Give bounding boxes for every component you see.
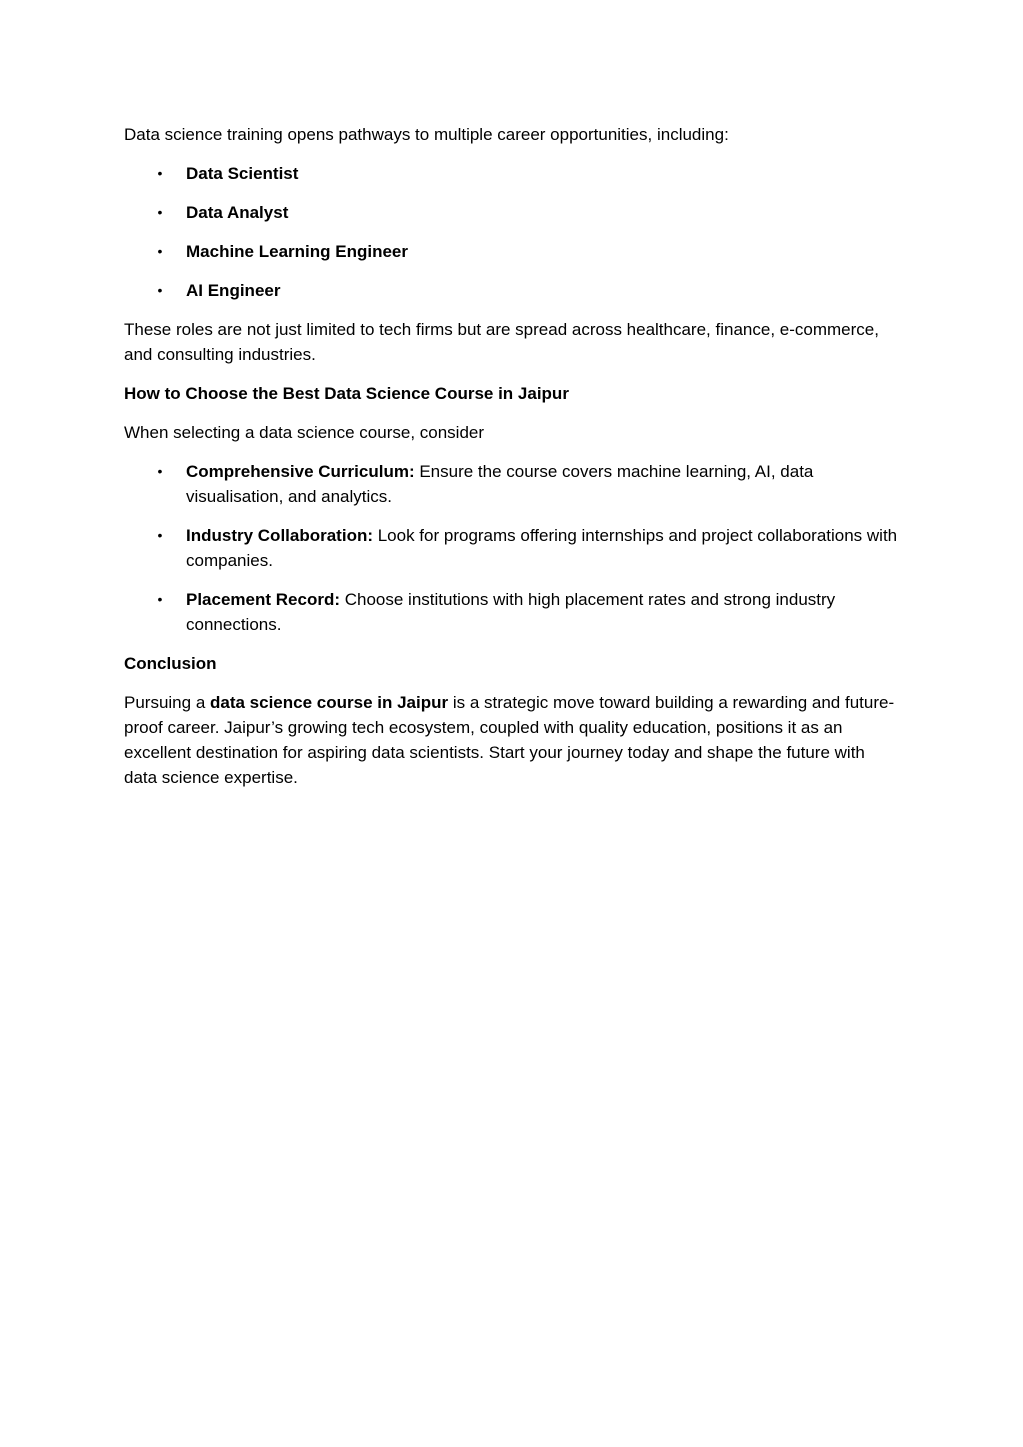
criteria-label: Placement Record: bbox=[186, 590, 340, 609]
bullet-icon: • bbox=[157, 282, 163, 298]
roles-note-paragraph: These roles are not just limited to tech firms but are spread across healthcare, finance, e-commerce, and consulting industries. bbox=[124, 320, 879, 364]
criteria-list bbox=[124, 459, 899, 637]
bullet-icon: • bbox=[157, 463, 163, 479]
conclusion-highlight: data science course in Jaipur bbox=[210, 693, 449, 712]
list-item bbox=[124, 200, 899, 225]
document-body bbox=[124, 122, 899, 804]
list-item bbox=[124, 587, 899, 637]
bullet-icon: • bbox=[157, 527, 163, 543]
career-role: AI Engineer bbox=[186, 281, 281, 300]
intro-paragraph: Data science training opens pathways to multiple career opportunities, including: bbox=[124, 125, 729, 144]
conclusion-suffix: is a strategic move toward building a rewarding and future-proof career. Jaipur’s growing tech ecosystem, coupled with quality education, positions it as an excellent destination for aspiring data scientists. Start your journey today and shape the future with data science expertise. bbox=[124, 693, 895, 787]
career-role: Data Scientist bbox=[186, 164, 299, 183]
bullet-icon: • bbox=[157, 243, 163, 259]
criteria-label: Comprehensive Curriculum: bbox=[186, 462, 415, 481]
bullet-icon: • bbox=[157, 204, 163, 220]
criteria-label: Industry Collaboration: bbox=[186, 526, 373, 545]
list-item bbox=[124, 278, 899, 303]
list-item bbox=[124, 459, 899, 509]
conclusion-paragraph bbox=[124, 690, 899, 790]
choose-intro-paragraph: When selecting a data science course, consider bbox=[124, 423, 485, 442]
choose-course-heading: How to Choose the Best Data Science Course in Jaipur bbox=[124, 384, 569, 403]
list-item bbox=[124, 161, 899, 186]
criteria-text: Ensure the course covers machine learning, AI, data visualisation, and analytics. bbox=[186, 462, 814, 506]
career-role: Machine Learning Engineer bbox=[186, 242, 408, 261]
criteria-text: Look for programs offering internships and project collaborations with companies. bbox=[186, 526, 898, 570]
list-item bbox=[124, 239, 899, 264]
conclusion-prefix: Pursuing a bbox=[124, 693, 210, 712]
career-role: Data Analyst bbox=[186, 203, 289, 222]
conclusion-heading: Conclusion bbox=[124, 654, 217, 673]
list-item bbox=[124, 523, 899, 573]
bullet-icon: • bbox=[157, 591, 163, 607]
bullet-icon: • bbox=[157, 165, 163, 181]
criteria-text: Choose institutions with high placement rates and strong industry connections. bbox=[186, 590, 836, 634]
career-roles-list bbox=[124, 161, 899, 303]
